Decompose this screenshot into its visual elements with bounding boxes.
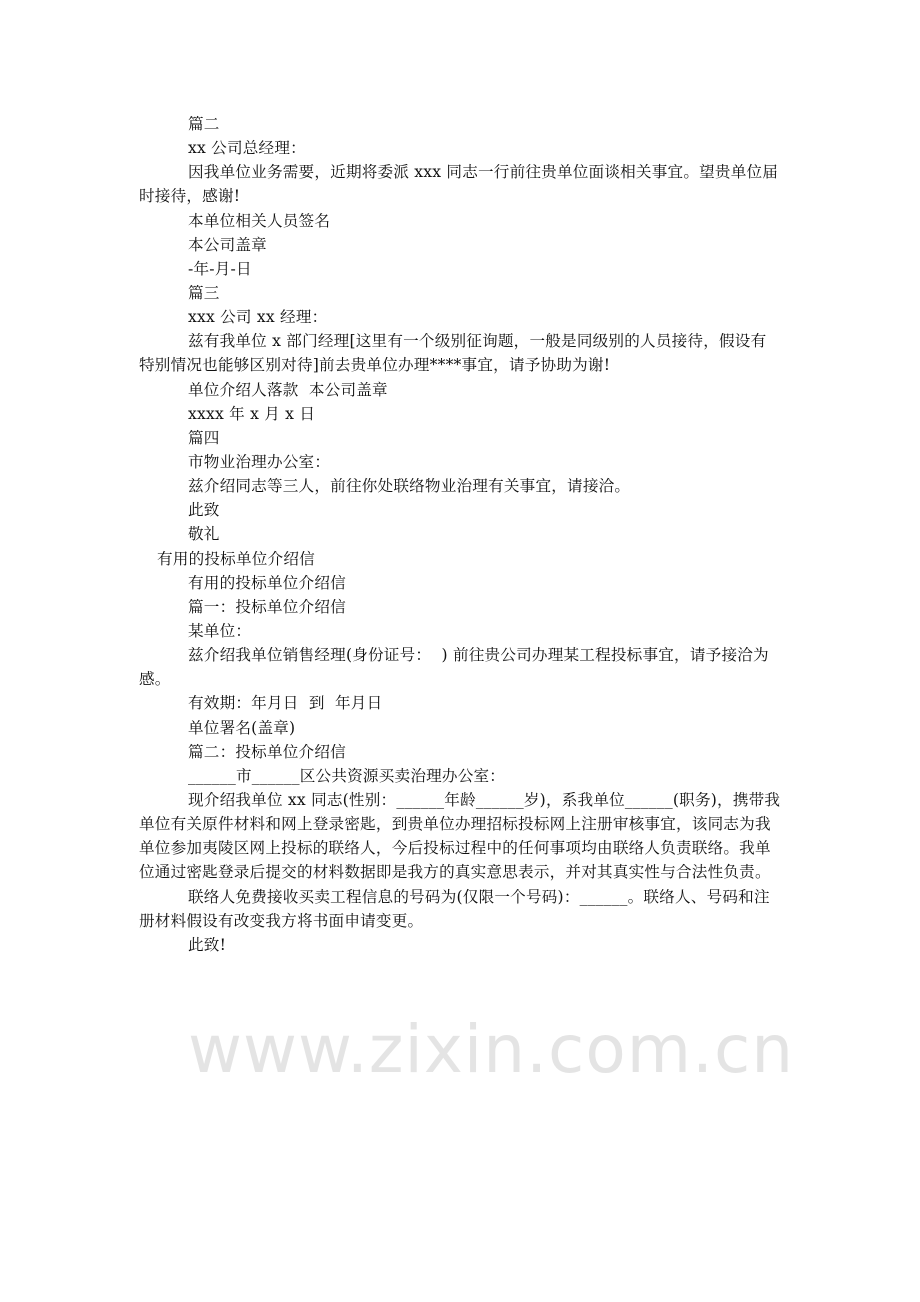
text-line: 因我单位业务需要，近期将委派 xxx 同志一行前往贵单位面谈相关事宜。望贵单位届 [188,163,779,182]
text-line: 位通过密匙登录后提交的材料数据即是我方的真实意思表示，并对其真实性与合法性负责。 [139,863,771,882]
text-line: 有用的投标单位介绍信 [188,573,346,592]
text-line: 兹有我单位 x 部门经理[这里有一个级别征询题，一般是同级别的人员接待，假设有 [188,332,767,351]
text-line: 某单位： [188,621,252,640]
watermark: www.zixin.com.cn [188,1011,795,1088]
text-line: 本单位相关人员签名 [188,211,331,230]
text-line: 本公司盖章 [188,235,267,254]
text-line: xxx 公司 xx 经理： [188,308,328,327]
text-line: 特别情况也能够区别对待]前去贵单位办理****事宜，请予协助为谢! [139,356,611,375]
text-line: 此致! [188,935,227,954]
text-line: 篇一：投标单位介绍信 [188,597,346,616]
text-line: 单位有关原件材料和网上登录密匙，到贵单位办理招标投标网上注册审核事宜，该同志为我 [139,815,771,834]
text-line: 现介绍我单位 xx 同志(性别：______年龄______岁)，系我单位______(职务)，携带我 [188,790,781,809]
text-line: 单位署名(盖章) [188,718,296,737]
text-line: 兹介绍同志等三人，前往你处联络物业治理有关事宜，请接洽。 [188,477,631,496]
text-line: 感。 [139,670,171,689]
text-line: 有用的投标单位介绍信 [157,549,315,568]
text-line: 有效期：年月日 到 年月日 [188,694,383,713]
text-line: 篇二 [188,115,220,133]
text-line: 此致 [188,501,220,520]
text-line: xx 公司总经理： [188,139,306,158]
text-line: 时接待，感谢! [139,187,241,206]
text-line: 篇四 [188,428,220,447]
text-line: 敬礼 [188,525,220,544]
text-line: 兹介绍我单位销售经理(身份证号： ) 前往贵公司办理某工程投标事宜，请予接洽为 [188,646,769,665]
text-line: 单位介绍人落款 本公司盖章 [188,380,388,399]
text-line: 市物业治理办公室： [188,452,331,471]
text-line: -年-月-日 [188,259,252,278]
text-line: xxxx 年 x 月 x 日 [188,404,316,423]
text-line: 篇二：投标单位介绍信 [188,742,346,761]
text-line: 篇三 [188,283,220,302]
text-line: 联络人免费接收买卖工程信息的号码为(仅限一个号码)：______。联络人、号码和注 [188,887,770,906]
document-body [139,112,859,957]
text-line: ______市______区公共资源买卖治理办公室： [188,766,506,785]
text-line: 册材料假设有改变我方将书面申请变更。 [139,911,424,930]
text-line: 单位参加夷陵区网上投标的联络人，今后投标过程中的任何事项均由联络人负责联络。我单 [139,839,771,858]
